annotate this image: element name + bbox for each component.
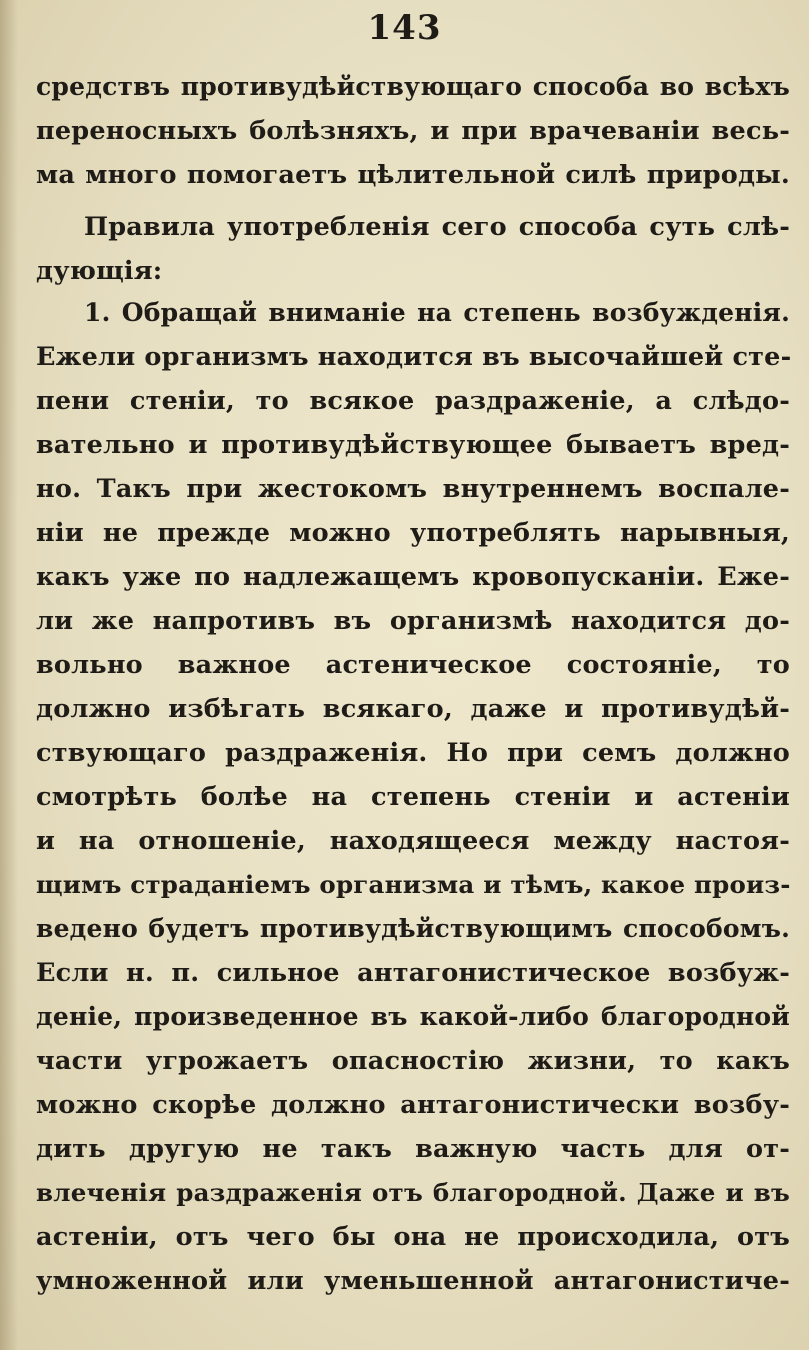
text-line: Правила употребленія сего способа суть слѣ- [84, 212, 790, 242]
text-line: но. Такъ при жестокомъ внутреннемъ воспале- [36, 474, 790, 504]
text-line: какъ уже по надлежащемъ кровопусканіи. Еже- [36, 562, 790, 592]
text-line: ли же напротивъ въ организмѣ находится до- [36, 606, 790, 636]
text-line: средствъ противудѣйствующаго способа во всѣхъ [36, 72, 790, 101]
text-line: должно избѣгать всякаго, даже и противудѣй- [36, 694, 790, 724]
text-line: Если н. п. сильное антагонистическое возбуж- [36, 958, 790, 988]
text-line: смотрѣть болѣе на степень стеніи и астеніи [36, 782, 790, 812]
text-line: можно скорѣе должно антагонистически возбу- [36, 1090, 790, 1120]
page-gutter-shadow [0, 0, 18, 1350]
text-line: пени стеніи, то всякое раздраженіе, а слѣдо- [36, 386, 790, 416]
text-line: щимъ страданіемъ организма и тѣмъ, какое произ- [36, 870, 791, 899]
text-line: ствующаго раздраженія. Но при семъ должно [36, 738, 790, 768]
text-line: Ежели организмъ находится въ высочайшей сте- [36, 342, 792, 372]
text-line: и на отношеніе, находящееся между настоя- [36, 826, 790, 856]
text-line: ведено будетъ противудѣйствующимъ способомъ. [36, 914, 790, 943]
text-line: влеченія раздраженія отъ благородной. Даже и въ [36, 1178, 790, 1207]
text-line: вольно важное астеническое состояніе, то [36, 650, 790, 680]
text-line: вательно и противудѣйствующее бываетъ вред- [36, 430, 790, 460]
text-line: части угрожаетъ опасностію жизни, то какъ [36, 1046, 790, 1076]
text-line: дующія: [36, 256, 163, 286]
text-line: переносныхъ болѣзняхъ, и при врачеваніи весь- [36, 116, 790, 146]
text-line: умноженной или уменьшенной антагонистиче- [36, 1266, 790, 1296]
text-line: деніе, произведенное въ какой-либо благородной [36, 1002, 790, 1031]
text-line: астеніи, отъ чего бы она не происходила, отъ [36, 1222, 790, 1252]
text-line: 1. Обращай вниманіе на степень возбужденія. [84, 298, 790, 327]
text-line: ніи не прежде можно употреблять нарывныя, [36, 518, 790, 548]
text-line: ма много помогаетъ цѣлительной силѣ природы. [36, 160, 790, 190]
page-number: 143 [367, 8, 442, 48]
text-line: дить другую не такъ важную часть для от- [36, 1134, 790, 1164]
